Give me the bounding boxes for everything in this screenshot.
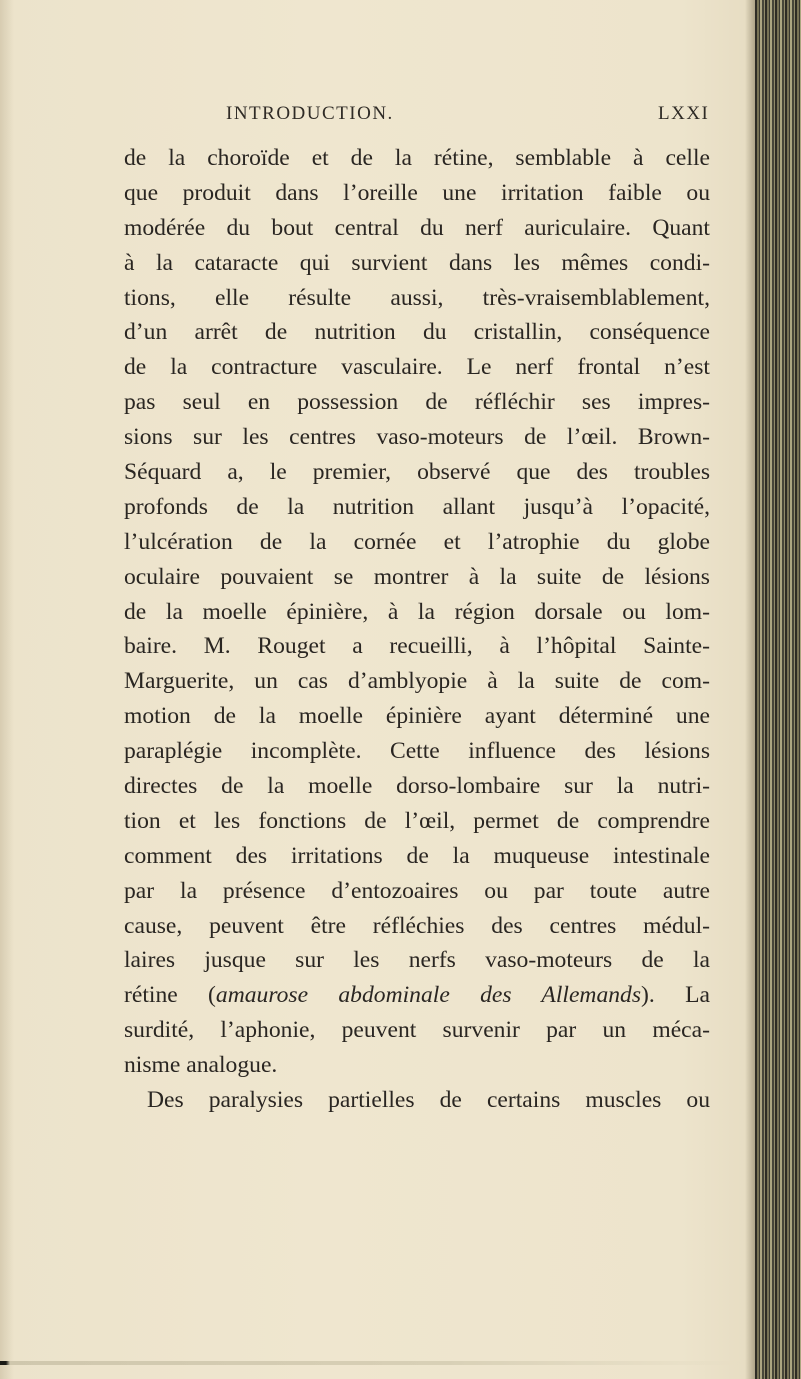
text-line: que produit dans l’oreille une irritation faible ou	[124, 179, 710, 206]
text-run: rétine (	[124, 982, 216, 1009]
text-line: par la présence d’entozoaires ou par toute autre	[124, 877, 710, 904]
text-line: cause, peuvent être réfléchies des centres médul-	[124, 912, 710, 939]
text-line: l’ulcération de la cornée et l’atrophie du globe	[124, 528, 710, 555]
text-line: Marguerite, un cas d’amblyopie à la suite de com-	[124, 668, 710, 695]
text-line: oculaire pouvaient se montrer à la suite de lésions	[124, 563, 710, 590]
text-line: pas seul en possession de réfléchir ses impres-	[124, 389, 710, 416]
text-line: laires jusque sur les nerfs vaso-moteurs de la	[124, 947, 710, 974]
italic-phrase: amaurose abdominale des Allemands	[215, 982, 642, 1009]
text-line: tions, elle résulte aussi, très-vraisemblablement,	[124, 284, 710, 311]
body-text	[124, 141, 710, 1118]
text-line: baire. M. Rouget a recueilli, à l’hôpital Sainte-	[124, 633, 710, 660]
text-line: paraplégie incomplète. Cette influence des lésions	[124, 738, 710, 765]
text-line: tion et les fonctions de l’œil, permet de comprendre	[124, 807, 710, 834]
text-line: de la contracture vasculaire. Le nerf frontal n’est	[124, 354, 710, 381]
text-line: de la moelle épinière, à la région dorsale ou lom-	[124, 598, 710, 625]
text-line: modérée du bout central du nerf auriculaire. Quant	[124, 214, 710, 241]
page-header	[0, 103, 801, 129]
text-line: sions sur les centres vaso-moteurs de l’œil. Brown-	[124, 424, 710, 451]
text-line-with-italic	[124, 978, 710, 1013]
text-line: comment des irritations de la muqueuse intestinale	[124, 842, 710, 869]
text-line: de la choroïde et de la rétine, semblable à celle	[124, 145, 710, 171]
paragraph-last-line: nisme analogue.	[124, 1052, 278, 1079]
running-head: INTRODUCTION.	[226, 103, 394, 124]
page-gutter-shadow	[0, 0, 14, 1379]
book-binding-edge	[755, 0, 801, 1379]
paragraph-first-line: Des paralysies partielles de certains muscles ou	[147, 1087, 710, 1114]
text-line: Séquard a, le premier, observé que des troubles	[124, 459, 710, 486]
text-run: ). La	[641, 982, 710, 1009]
bottom-edge-rule	[0, 1361, 740, 1365]
binding-shadow	[745, 0, 755, 1379]
text-line: motion de la moelle épinière ayant déterminé une	[124, 703, 710, 730]
page-number: LXXI	[658, 103, 710, 124]
text-line: surdité, l’aphonie, peuvent survenir par un méca-	[124, 1017, 710, 1044]
text-line: d’un arrêt de nutrition du cristallin, conséquence	[124, 319, 710, 346]
text-line: profonds de la nutrition allant jusqu’à l’opacité,	[124, 493, 710, 520]
text-line: directes de la moelle dorso-lombaire sur la nutri-	[124, 773, 710, 800]
text-line: à la cataracte qui survient dans les mêmes condi-	[124, 249, 710, 276]
